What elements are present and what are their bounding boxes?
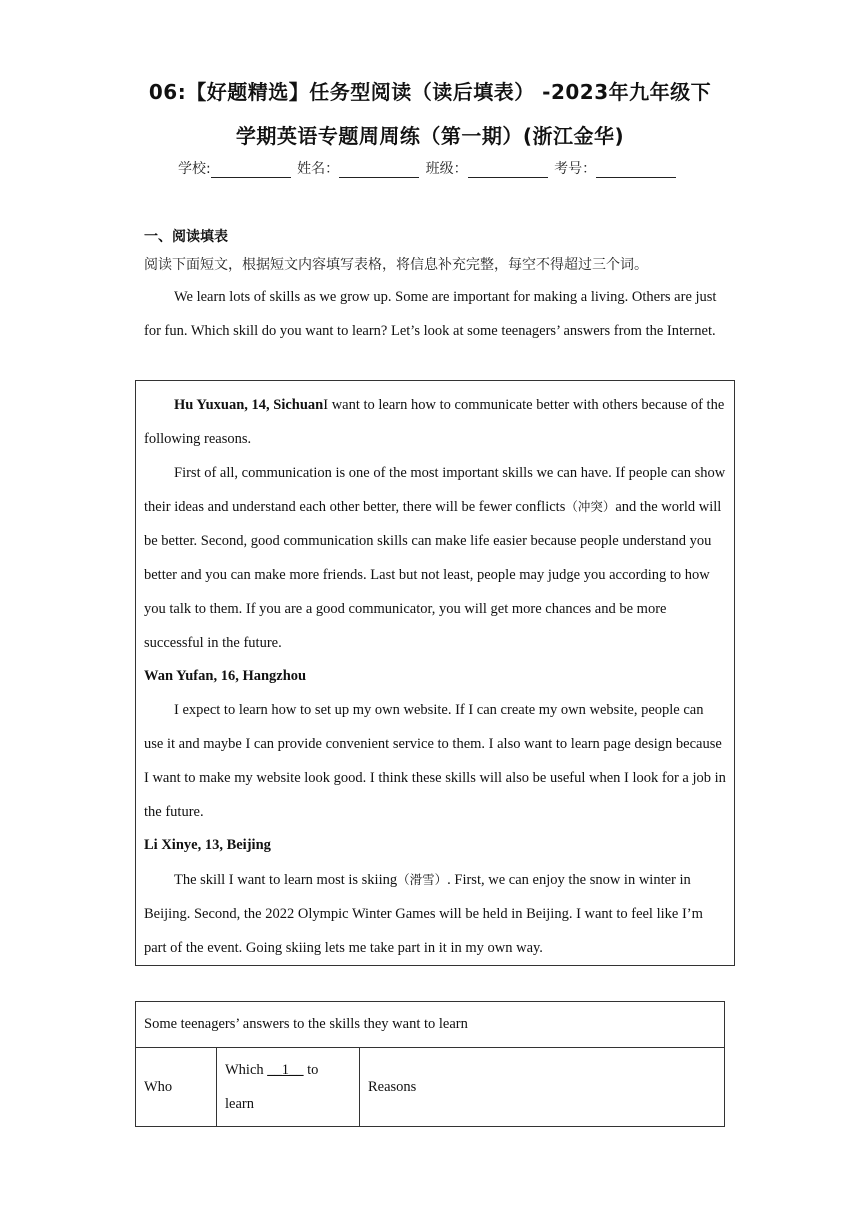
exam-number-label: 考号： (554, 161, 597, 177)
document-title-line-1: 06:【好题精选】任务型阅读（读后填表） -2023年九年级下 (148, 80, 712, 104)
passage-paragraph-hu (144, 389, 726, 457)
passage-text: First of all, communication is one of the most important skills we can have. If people can show their ideas and understand each other better, there will be fewer conflicts (144, 464, 726, 516)
name-label: 姓名： (297, 161, 340, 177)
intro-paragraph: We learn lots of skills as we grow up. Some are important for making a living. Others are just for fun. Which skill do you want to learn? Let’s look at some teenagers’ answers from the Internet. (144, 289, 717, 339)
column-header-which (217, 1048, 360, 1127)
table-caption: Some teenagers’ answers to the skills they want to learn (136, 1002, 725, 1048)
passage-text: The skill I want to learn most is skiing (174, 872, 398, 889)
school-blank[interactable] (211, 163, 291, 178)
table-row (136, 1048, 725, 1127)
summary-table (135, 1001, 725, 1127)
header-text: to learn (225, 1062, 319, 1112)
passage-text: . First, we can enjoy the snow in winter in Beijing. Second, the 2022 Olympic Winter Games will be held in Beijing. I want to feel like I’m part of the event. Going skiing lets me take part in it in my own way. (144, 872, 703, 956)
speaker-name-li: Li Xinye, 13, Beijing (144, 837, 271, 854)
document-title-line-2: 学期英语专题周周练（第一期）(浙江金华) (235, 124, 625, 148)
passage-text: and the world will be better. Second, good communication skills can make life easier because people understand you better and you can make more friends. Last but not least, people may judge you according to how you talk to them. If you are a good communicator, you will get more chances and be more successful in the future. (144, 499, 722, 651)
chinese-gloss: （冲突） (565, 499, 616, 515)
column-header-who: Who (136, 1048, 217, 1127)
table-row (136, 1002, 725, 1048)
reading-passage-box (135, 380, 735, 966)
column-header-reasons: Reasons (360, 1048, 725, 1127)
class-blank[interactable] (468, 163, 548, 178)
exam-number-blank[interactable] (596, 163, 676, 178)
header-text: Which (225, 1062, 268, 1078)
student-info-line (178, 158, 678, 178)
school-label: 学校: (178, 161, 211, 177)
passage-paragraph-li (144, 863, 726, 965)
speaker-name-wan: Wan Yufan, 16, Hangzhou (144, 668, 307, 685)
passage-paragraph-hu-body (144, 457, 726, 661)
section-heading: 一、阅读填表 (144, 229, 228, 245)
passage-paragraph-wan: I expect to learn how to set up my own website. If I can create my own website, people can use it and maybe I can provide convenient service to them. I also want to learn page design because I want to make my website look good. I think these skills will also be useful when I look for a job in the future. (144, 702, 726, 820)
speaker-name-hu: Hu Yuxuan, 14, Sichuan (174, 397, 324, 413)
name-blank[interactable] (339, 163, 419, 178)
answer-blank-1[interactable]: __1__ (267, 1062, 304, 1078)
chinese-gloss: （滑雪） (397, 872, 448, 888)
class-label: 班级： (425, 161, 468, 177)
passage-text: I want to learn how to communicate better with others because of the following reasons. (144, 397, 725, 447)
section-instruction: 阅读下面短文，根据短文内容填写表格，将信息补充完整，每空不得超过三个词。 (144, 257, 648, 273)
